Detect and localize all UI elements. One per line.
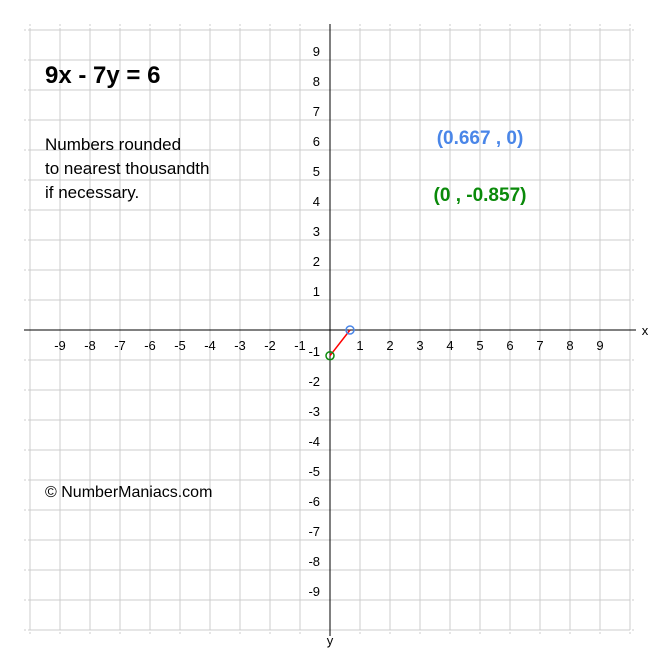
y-axis-label: y xyxy=(326,633,334,648)
x-axis-label: x xyxy=(641,323,649,338)
rounding-note: Numbers rounded to nearest thousandth if necessary. xyxy=(45,135,210,202)
axes xyxy=(24,24,649,648)
y-tick-label: -8 xyxy=(308,554,320,569)
equation-title: 9x - 7y = 6 xyxy=(45,62,161,89)
y-tick-label: 3 xyxy=(312,224,320,239)
x-tick-label: -9 xyxy=(54,338,66,353)
intercept-label: (0 , -0.857) xyxy=(433,185,527,206)
x-tick-label: 2 xyxy=(386,338,394,353)
y-tick-label: 6 xyxy=(312,134,320,149)
x-tick-label: -7 xyxy=(114,338,126,353)
intercept-label: (0.667 , 0) xyxy=(436,128,524,149)
x-tick-label: -1 xyxy=(294,338,306,353)
x-tick-label: 7 xyxy=(536,338,544,353)
y-tick-label: -5 xyxy=(308,464,320,479)
plot-area xyxy=(326,128,526,360)
copyright-text: © NumberManiacs.com xyxy=(45,484,213,501)
x-tick-label: -8 xyxy=(84,338,96,353)
y-tick-label: -2 xyxy=(308,374,320,389)
y-tick-label: 9 xyxy=(312,44,320,59)
y-tick-label: 8 xyxy=(312,74,320,89)
x-tick-label: 1 xyxy=(356,338,364,353)
y-tick-label: -1 xyxy=(308,344,320,359)
x-tick-label: 4 xyxy=(446,338,454,353)
y-tick-label: -4 xyxy=(308,434,320,449)
y-tick-label: 7 xyxy=(312,104,320,119)
line-segment xyxy=(330,330,350,356)
x-tick-label: -5 xyxy=(174,338,186,353)
y-tick-label: 4 xyxy=(312,194,320,209)
x-tick-label: 9 xyxy=(596,338,604,353)
y-tick-label: -3 xyxy=(308,404,320,419)
y-tick-label: 2 xyxy=(312,254,320,269)
x-tick-label: 5 xyxy=(476,338,484,353)
x-tick-label: -2 xyxy=(264,338,276,353)
x-tick-label: -6 xyxy=(144,338,156,353)
x-tick-label: 6 xyxy=(506,338,514,353)
y-tick-label: 1 xyxy=(312,284,320,299)
y-tick-label: -9 xyxy=(308,584,320,599)
y-tick-label: -6 xyxy=(308,494,320,509)
x-tick-label: -4 xyxy=(204,338,216,353)
y-tick-label: 5 xyxy=(312,164,320,179)
x-tick-label: 3 xyxy=(416,338,424,353)
x-tick-label: 8 xyxy=(566,338,574,353)
x-tick-label: -3 xyxy=(234,338,246,353)
y-tick-label: -7 xyxy=(308,524,320,539)
